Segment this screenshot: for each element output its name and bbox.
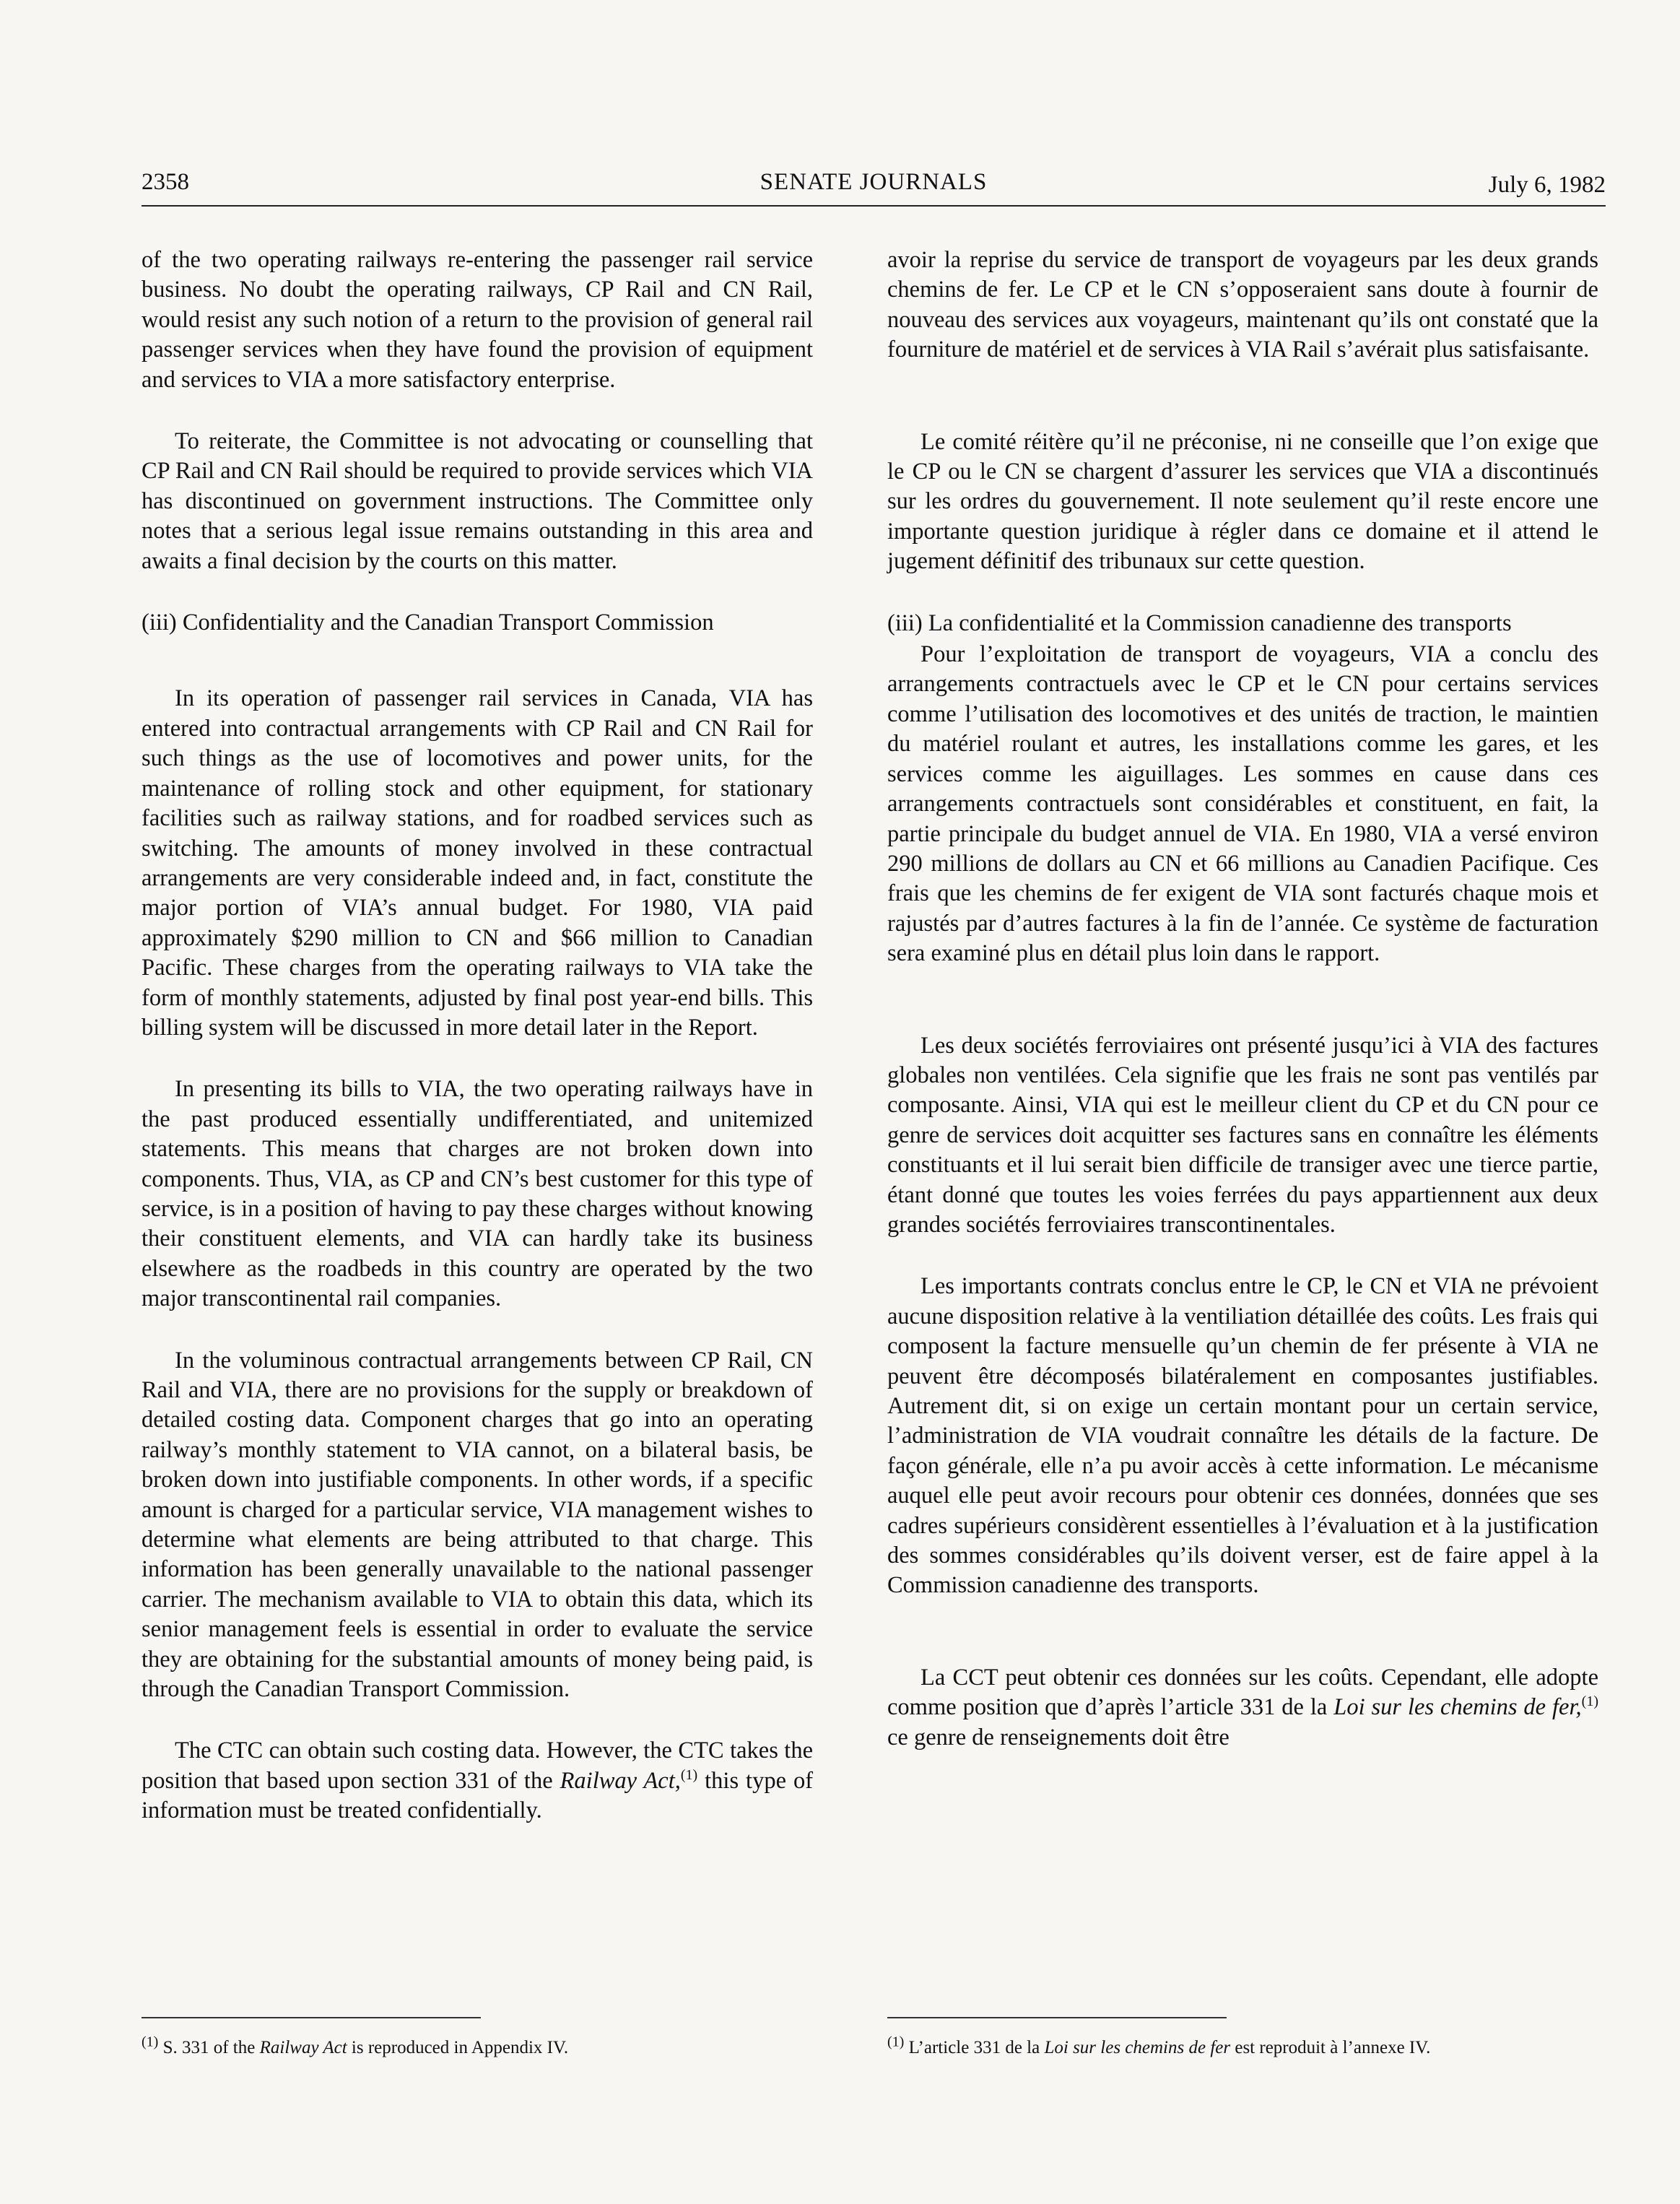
journal-title: SENATE JOURNALS [760, 169, 988, 195]
text-run: L’article 331 de la [904, 2038, 1045, 2057]
paragraph: Le comité réitère qu’il ne préconise, ni ne conseille que l’on exige que le CP ou le CN se chargent d’assurer les services que VIA a discontinués sur les ordres du gouvernement. Il note seulement qu’il reste encore une importante question juridique à régler dans ce domaine et il attend le jugement définitif des tribunaux sur cette question. [887, 428, 1598, 575]
paragraph: Pour l’exploitation de transport de voyageurs, VIA a conclu des arrangements contractuels avec le CP et le CN pour certains services comme l’utilisation des locomotives et des unités de traction, le maintien du matériel roulant et autres, les installations comme les gares, et les services comme les aiguillages. Les sommes en cause dans ces arrangements contractuels sont considérables et constituent, en fait, la partie principale du budget annuel de VIA. En 1980, VIA a versé environ 290 millions de dollars au CN et 66 millions au Canadien Pacifique. Ces frais que les chemins de fer exigent de VIA sont facturés chaque mois et rajustés par d’autres factures à la fin de l’année. Ce système de facturation sera examiné plus en détail plus loin dans le rapport. [887, 641, 1598, 967]
paragraph: In presenting its bills to VIA, the two operating railways have in the past produced essentially undifferentiated, and unitemized statements. This means that charges are not broken down into components. Thus, VIA, as CP and CN’s best customer for this type of service, is in a position of having to pay these charges without knowing their constituent elements, and VIA can hardly take its business elsewhere as the roadbeds in this country are operated by the two major transcontinental rail companies. [142, 1076, 813, 1312]
footnote-rule [887, 2017, 1227, 2018]
italic-citation: Loi sur les chemins de fer, [1333, 1694, 1582, 1721]
paragraph: Les importants contrats conclus entre le CP, le CN et VIA ne prévoient aucune disposition relative à la ventiliation détaillée des coûts. Les frais qui composent la facture mensuelle qu’un chemin de fer présente à VIA ne peuvent être décomposés bilatéralement en composantes justifiables. Autrement dit, si on exige un certain montant pour un certain service, l’administration de VIA voudrait connaître les détails de la facture. De façon générale, elle n’a pu avoir accès à cette information. Le mécanisme auquel elle peut avoir recours pour obtenir ces données, données que ses cadres supérieurs considèrent essentielles à l’évaluation et à la justification des sommes considérables qu’ils doivent verser, est de faire appel à la Commission canadienne des transports. [887, 1273, 1598, 1599]
paragraph: To reiterate, the Committee is not advocating or counselling that CP Rail and CN Rail should be required to provide services which VIA has discontinued on government instructions. The Committee only notes that a serious legal issue remains outstanding in this area and awaits a final decision by the courts on this matter. [142, 428, 813, 574]
text-run: The CTC can obtain such costing data. However, the CTC takes the position that based upon section 331 of the [142, 1737, 813, 1794]
text-run: is reproduced in Appendix IV. [347, 2038, 569, 2057]
footnote-french [887, 2034, 1431, 2058]
paragraph: of the two operating railways re-entering the passenger rail service business. No doubt the operating railways, CP Rail and CN Rail, would resist any such notion of a return to the provision of general rail passenger services when they have found the provision of equipment and services to VIA a more satisfactory enterprise. [142, 247, 813, 393]
footnote-ref: (1) [680, 1767, 698, 1784]
paragraph: Les deux sociétés ferroviaires ont présenté jusqu’ici à VIA des factures globales non ventilées. Cela signifie que les frais ne sont pas ventilés par composante. Ainsi, VIA qui est le meilleur client du CP et du CN pour ce genre de services doit acquitter ses factures sans en connaître les éléments constituants et il lui serait bien difficile de transiger avec une tierce partie, étant donné que toutes les voies ferrées du pays appartiennent aux deux grandes sociétés ferroviaires transcontinentales. [887, 1032, 1598, 1238]
text-run: ce genre de renseignements doit être [887, 1724, 1229, 1750]
paragraph: avoir la reprise du service de transport de voyageurs par les deux grands chemins de fer. Le CP et le CN s’opposeraient sans doute à fournir de nouveau des services aux voyageurs, maintenant qu’ils ont constaté que la fourniture de matériel et de services à VIA Rail s’avérait plus satisfaisante. [887, 247, 1598, 363]
section-heading: (iii) La confidentialité et la Commission canadienne des transports [887, 609, 1512, 636]
text-run: S. 331 of the [158, 2038, 260, 2057]
footnote-ref: (1) [1581, 1693, 1598, 1710]
footnote-english [142, 2034, 569, 2058]
paragraph [887, 1663, 1598, 1753]
footnote-mark: (1) [142, 2034, 159, 2050]
italic-citation: Railway Act [259, 2038, 347, 2057]
french-column [887, 246, 1598, 1753]
footnote-rule [142, 2017, 481, 2018]
text-run: this type of information must be treated confidentially. [142, 1767, 814, 1824]
page-header [142, 168, 1606, 207]
journal-date: July 6, 1982 [1488, 172, 1606, 198]
footnote-mark: (1) [887, 2034, 905, 2050]
page-number: 2358 [142, 169, 189, 195]
italic-citation: Loi sur les chemins de fer [1044, 2038, 1231, 2057]
english-column [142, 246, 813, 1826]
paragraph: In the voluminous contractual arrangements between CP Rail, CN Rail and VIA, there are no provisions for the supply or breakdown of detailed costing data. Component charges that go into an operating railway’s monthly statement to VIA cannot, on a bilateral basis, be broken down into justifiable components. In other words, if a specific amount is charged for a particular service, VIA management wishes to determine what elements are being attributed to that charge. This information has been generally unavailable to the national passenger carrier. The mechanism available to VIA to obtain this data, which its senior management feels is essential in order to evaluate the service they are obtaining for the substantial amounts of money being paid, is through the Canadian Transport Commission. [142, 1347, 813, 1703]
paragraph: In its operation of passenger rail services in Canada, VIA has entered into contractual arrangements with CP Rail and CN Rail for such things as the use of locomotives and power units, for the maintenance of rolling stock and other equipment, for stationary facilities such as railway stations, and for roadbed services such as switching. The amounts of money involved in these contractual arrangements are very considerable indeed and, in fact, constitute the major portion of VIA’s annual budget. For 1980, VIA paid approximately $290 million to CN and $66 million to Canadian Pacific. These charges from the operating railways to VIA take the form of monthly statements, adjusted by final post year-end bills. This billing system will be discussed in more detail later in the Report. [142, 685, 813, 1041]
section-heading: (iii) Confidentiality and the Canadian Transport Commission [142, 609, 714, 636]
text-run: est reproduit à l’annexe IV. [1230, 2038, 1431, 2057]
italic-citation: Railway Act, [560, 1767, 681, 1794]
text-run: La CCT peut obtenir ces données sur les coûts. Cependant, elle adopte comme position que d’après l’article 331 de la [887, 1664, 1598, 1721]
paragraph [142, 1736, 813, 1826]
